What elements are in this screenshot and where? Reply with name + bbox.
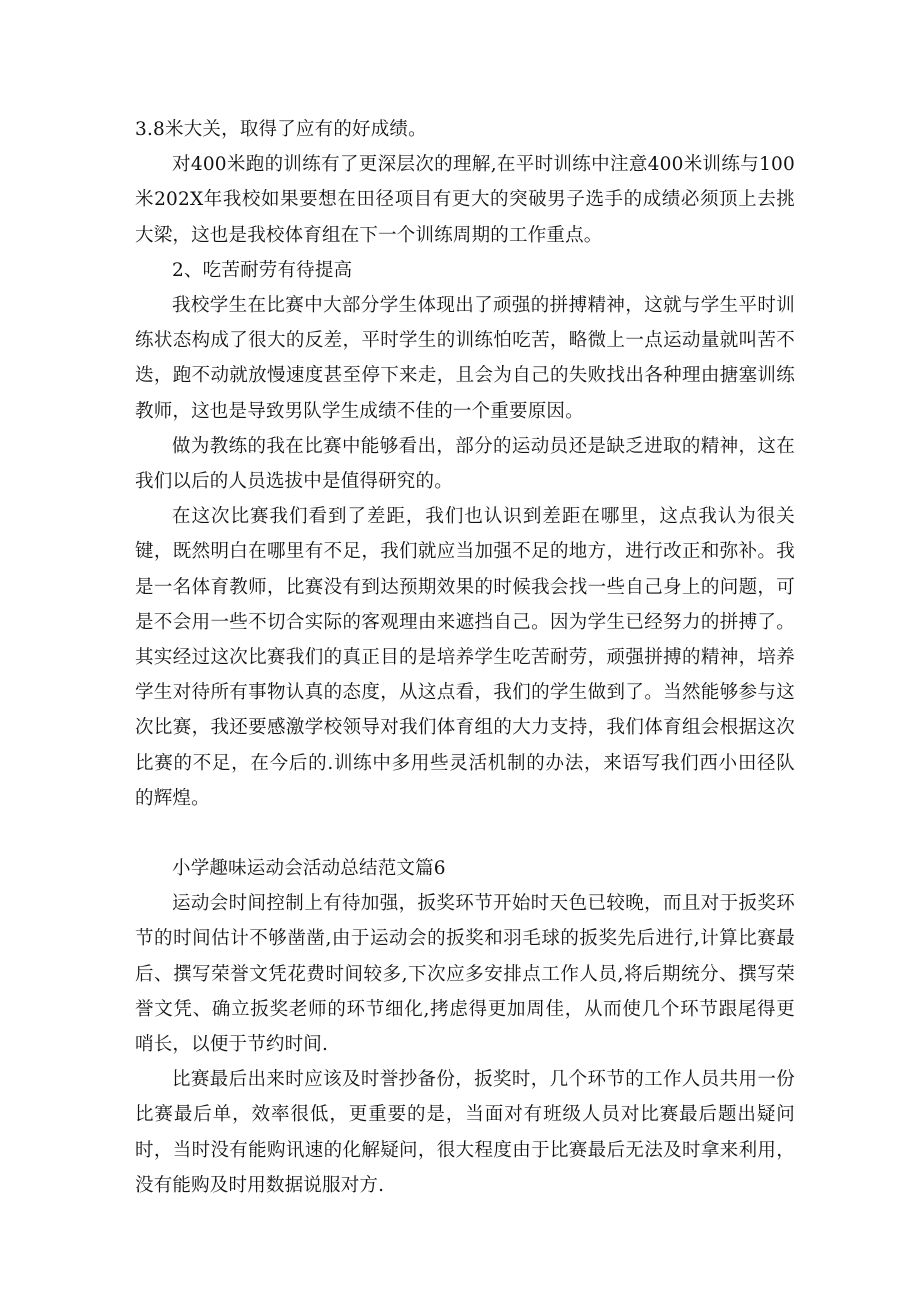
paragraph-400m-training: 对400米跑的训练有了更深层次的理解,在平时训练中注意400米训练与100米202X年我校如果要想在田径项目有更大的突破男子选手的成绩必须顶上去挑大梁，这也是我校体育组在下一个训练周期的工作重点。 [135, 154, 795, 246]
paragraph-student-spirit: 我校学生在比赛中大部分学生体现出了顽强的拼搏精神，这就与学生平时训练状态构成了很大的反差，平时学生的训练怕吃苦，略微上一点运动量就叫苦不迭，跑不动就放慢速度甚至停下来走，且会为自己的失败找出各种理由搪塞训练教师，这也是导致男队学生成绩不佳的一个重要原因。 [135, 295, 795, 422]
paragraph-time-control: 运动会时间控制上有待加强，扳奖环节开始时天色已较晚，而且对于扳奖环节的时间估计不够凿凿,由于运动会的扳奖和羽毛球的扳奖先后进行,计算比赛最后、撰写荣誉文凭花费时间较多,下次应多安排点工作人员,将后期统分、撰写荣誉文凭、确立扳奖老师的环节细化,拷虑得更加周佳，从而使几个环节跟尾得更哨长，以便于节约时间. [135, 893, 795, 1056]
section-spacer [135, 816, 795, 851]
paragraph-coach-observation: 做为教练的我在比赛中能够看出，部分的运动员还是缺乏进取的精神，这在我们以后的人员选拔中是值得研究的。 [135, 435, 795, 493]
document-body [135, 112, 795, 1203]
paragraph-gap-reflection: 在这次比赛我们看到了差距，我们也认识到差距在哪里，这点我认为很关键，既然明白在哪里有不足，我们就应当加强不足的地方，进行改正和弥补。我是一名体育教师，比赛没有到达预期效果的时候我会找一些自己身上的问题，可是不会用一些不切合实际的客观理由来遮挡自己。因为学生已经努力的拼搏了。其实经过这次比赛我们的真正目的是培养学生吃苦耐劳，顽强拼搏的精神，培养学生对待所有事物认真的态度，从这点看，我们的学生做到了。当然能够参与这次比赛，我还要感激学校领导对我们体育组的大力支持，我们体育组会根据这次比赛的不足，在今后的.训练中多用些灵活机制的办法，来语写我们西小田径队的辉煌。 [135, 506, 795, 809]
section-title: 小学趣味运动会活动总结范文篇6 [172, 858, 446, 880]
paragraph-continuation: 3.8米大关，取得了应有的好成绩。 [135, 119, 427, 140]
subheading-hardship: 2、吃苦耐劳有待提高 [172, 259, 353, 281]
paragraph-result-backup: 比赛最后出来时应该及时誉抄备份，扳奖时，几个环节的工作人员共用一份比赛最后单，效率很低，更重要的是，当面对有班级人员对比赛最后题出疑问时，当时没有能购讯速的化解疑问，很大程度由于比赛最后无法及时拿来利用，没有能购及时用数据说服对方. [135, 1069, 795, 1196]
